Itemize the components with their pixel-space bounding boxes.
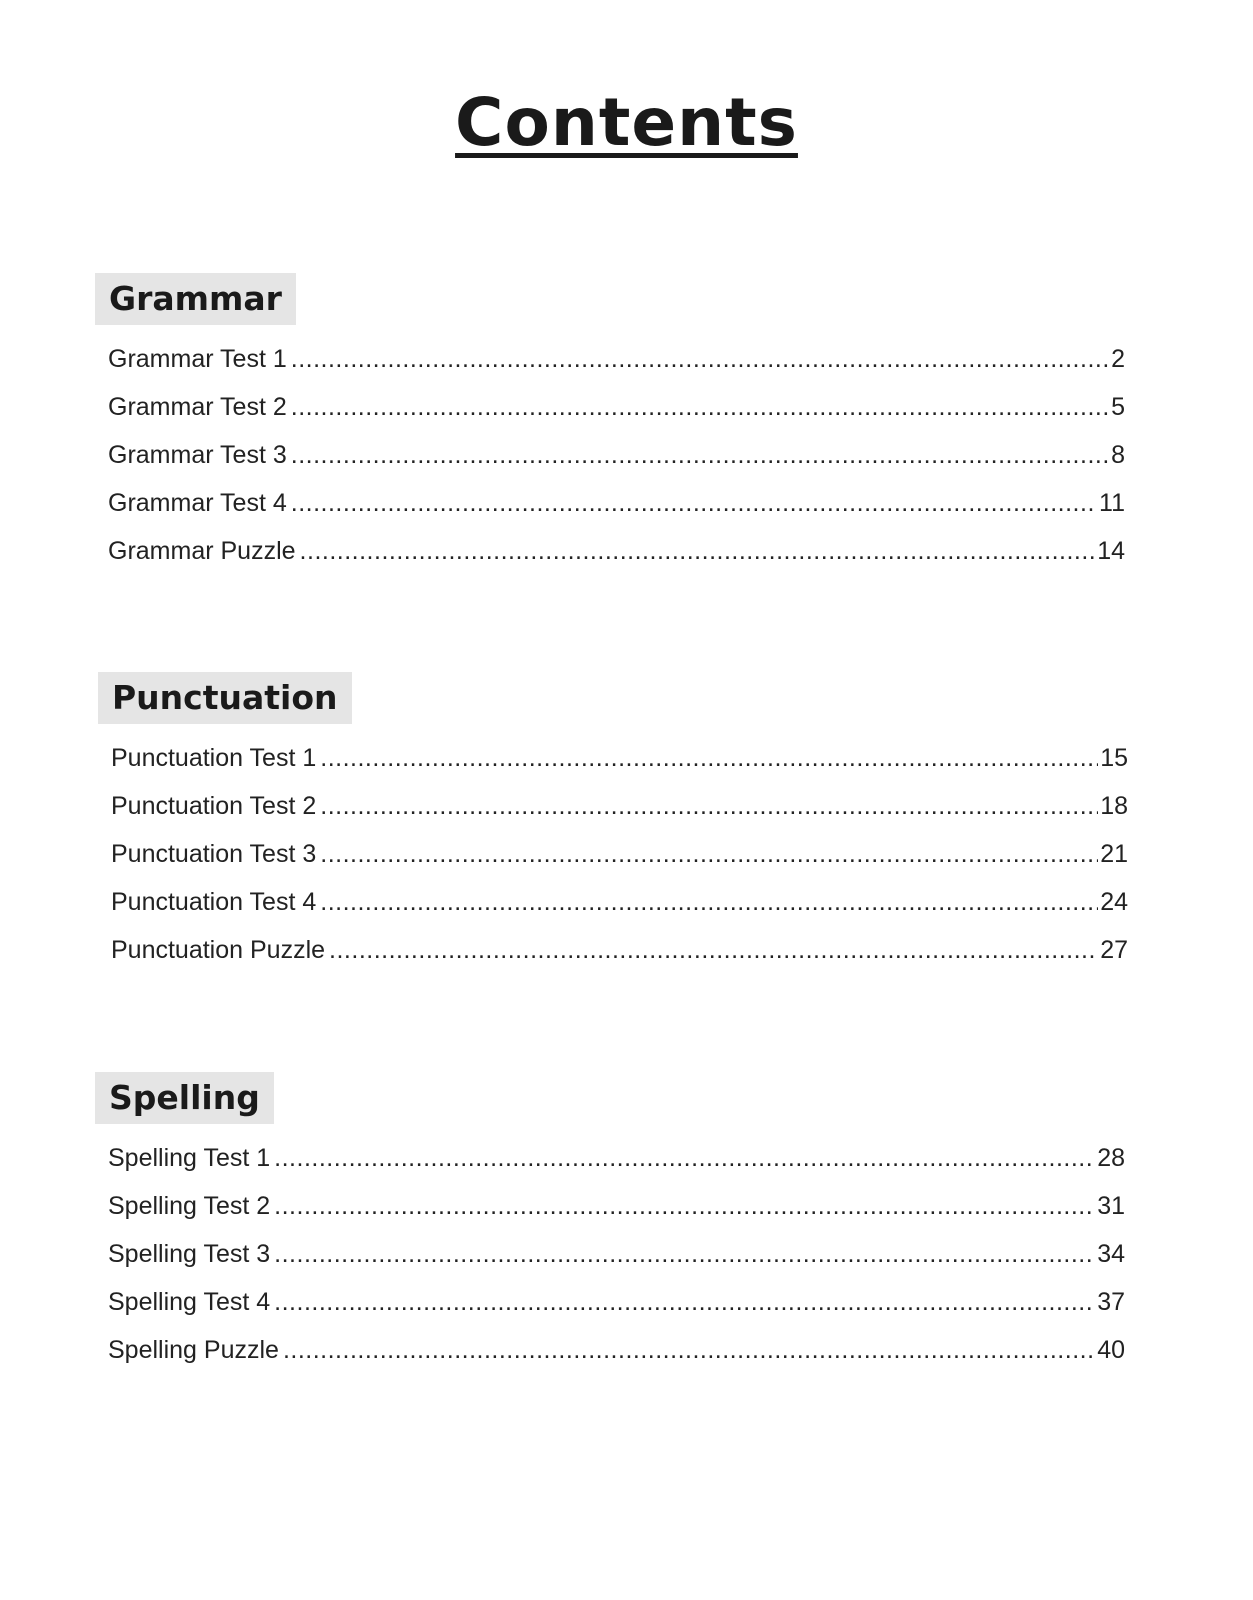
dot-leader — [274, 1182, 1095, 1230]
entry-label: Punctuation Puzzle — [111, 936, 326, 964]
entry-page-number: 2 — [1111, 345, 1125, 373]
page-title — [0, 78, 1253, 168]
dot-leader — [291, 479, 1097, 527]
entry-label: Punctuation Test 1 — [111, 744, 317, 772]
toc-entry — [111, 830, 1128, 878]
page-title-text: Contents — [455, 84, 798, 161]
entry-label: Punctuation Test 2 — [111, 792, 317, 820]
dot-leader — [320, 782, 1098, 830]
entry-page-number: 14 — [1097, 537, 1125, 565]
entry-page-number: 21 — [1100, 840, 1128, 868]
dot-leader — [320, 734, 1098, 782]
section-heading-grammar: Grammar — [95, 273, 296, 325]
dot-leader — [274, 1230, 1095, 1278]
entry-label: Punctuation Test 3 — [111, 840, 317, 868]
entry-list-grammar — [95, 335, 1125, 575]
toc-entry — [108, 527, 1125, 575]
toc-entry — [108, 1134, 1125, 1182]
section-heading-spelling: Spelling — [95, 1072, 274, 1124]
entry-label: Punctuation Test 4 — [111, 888, 317, 916]
toc-entry — [108, 1230, 1125, 1278]
entry-label: Spelling Test 4 — [108, 1288, 271, 1316]
entry-list-spelling — [95, 1134, 1125, 1374]
entry-label: Spelling Test 2 — [108, 1192, 271, 1220]
entry-page-number: 40 — [1097, 1336, 1125, 1364]
entry-page-number: 34 — [1097, 1240, 1125, 1268]
entry-page-number: 24 — [1100, 888, 1128, 916]
entry-page-number: 18 — [1100, 792, 1128, 820]
dot-leader — [320, 830, 1098, 878]
dot-leader — [274, 1278, 1095, 1326]
dot-leader — [291, 431, 1109, 479]
toc-entry — [108, 1182, 1125, 1230]
toc-entry — [111, 782, 1128, 830]
entry-label: Spelling Test 3 — [108, 1240, 271, 1268]
entry-label: Spelling Puzzle — [108, 1336, 279, 1364]
toc-entry — [108, 431, 1125, 479]
entry-page-number: 5 — [1111, 393, 1125, 421]
toc-entry — [108, 479, 1125, 527]
dot-leader — [329, 926, 1098, 974]
entry-label: Grammar Test 4 — [108, 489, 287, 517]
dot-leader — [300, 527, 1096, 575]
entry-label: Grammar Test 2 — [108, 393, 287, 421]
section-spelling — [95, 1072, 1125, 1374]
entry-label: Grammar Test 3 — [108, 441, 287, 469]
toc-entry — [108, 1326, 1125, 1374]
entry-page-number: 31 — [1097, 1192, 1125, 1220]
entry-page-number: 11 — [1099, 489, 1125, 517]
entry-label: Grammar Puzzle — [108, 537, 296, 565]
section-punctuation — [98, 672, 1128, 974]
entry-page-number: 37 — [1097, 1288, 1125, 1316]
entry-label: Spelling Test 1 — [108, 1144, 271, 1172]
entry-page-number: 8 — [1111, 441, 1125, 469]
toc-entry — [111, 926, 1128, 974]
toc-entry — [108, 383, 1125, 431]
toc-entry — [111, 878, 1128, 926]
entry-label: Grammar Test 1 — [108, 345, 287, 373]
dot-leader — [274, 1134, 1095, 1182]
dot-leader — [291, 383, 1109, 431]
dot-leader — [320, 878, 1098, 926]
entry-page-number: 28 — [1097, 1144, 1125, 1172]
entry-list-punctuation — [98, 734, 1128, 974]
toc-entry — [111, 734, 1128, 782]
dot-leader — [283, 1326, 1095, 1374]
entry-page-number: 27 — [1100, 936, 1128, 964]
toc-entry — [108, 335, 1125, 383]
entry-page-number: 15 — [1100, 744, 1128, 772]
section-heading-punctuation: Punctuation — [98, 672, 352, 724]
toc-entry — [108, 1278, 1125, 1326]
dot-leader — [291, 335, 1109, 383]
section-grammar — [95, 273, 1125, 575]
